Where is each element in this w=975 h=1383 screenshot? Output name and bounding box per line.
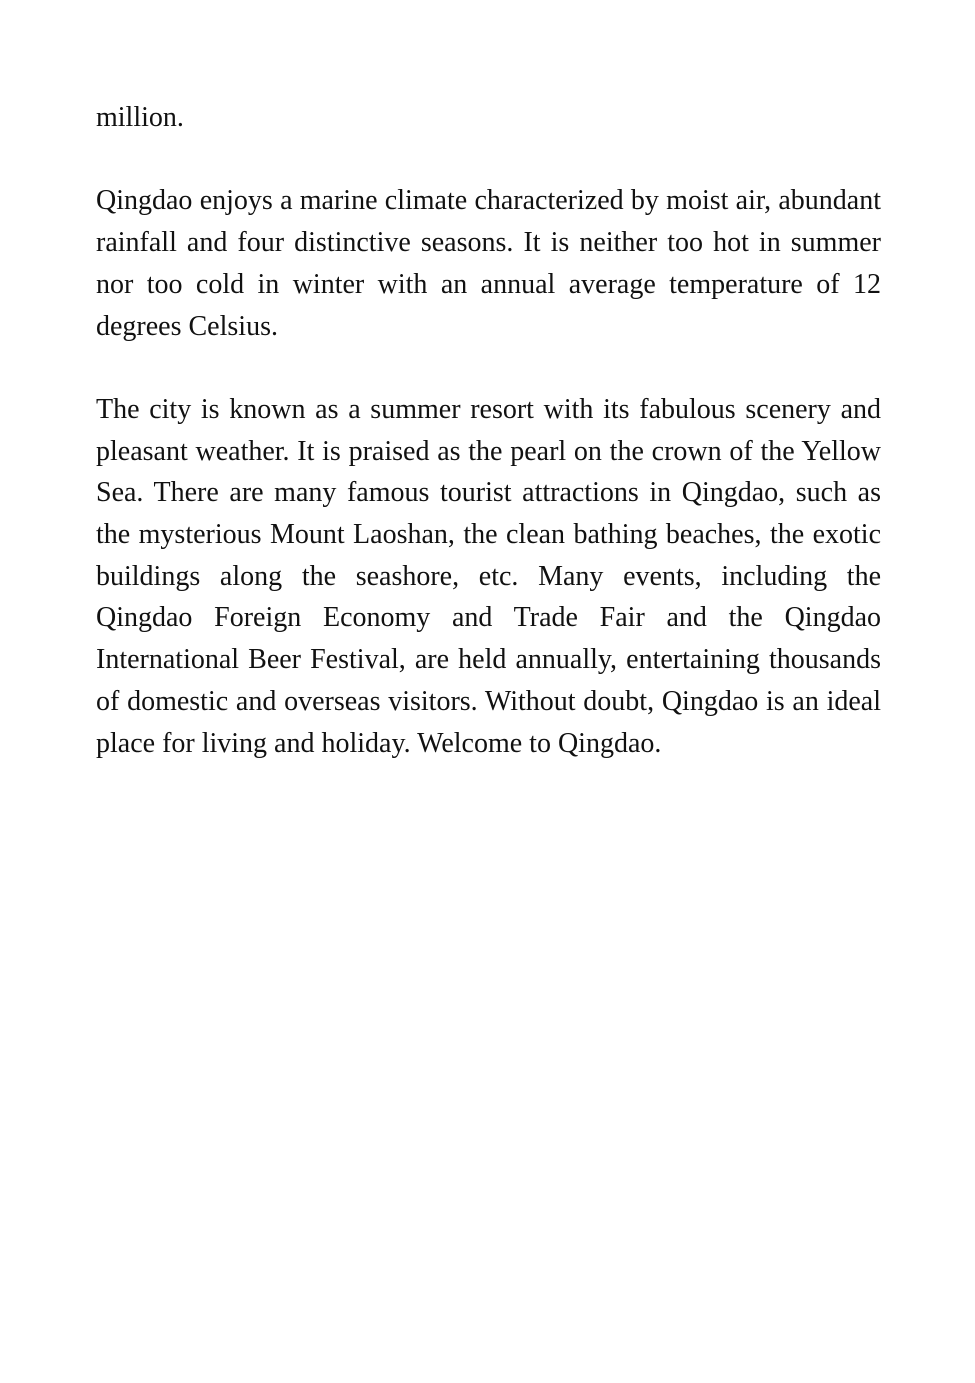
body-text — [96, 97, 881, 806]
paragraph-continuation: million. — [96, 102, 184, 133]
paragraph-tourism: The city is known as a summer resort with its fabulous scenery and pleasant weather. It is praised as the pearl on the crown of the Yellow Sea. There are many famous tourist attractions in Qingdao, such as the mysterious Mount Laoshan, the clean bathing beaches, the exotic buildings along the seashore, etc. Many events, including the Qingdao Foreign Economy and Trade Fair and the Qingdao International Beer Festival, are held annually, entertaining thousands of domestic and overseas visitors. Without doubt, Qingdao is an ideal place for living and holiday. Welcome to Qingdao. — [96, 393, 881, 759]
paragraph-climate: Qingdao enjoys a marine climate characterized by moist air, abundant rainfall and four distinctive seasons. It is neither too hot in summer nor too cold in winter with an annual average temperature of 12 degrees Celsius. — [96, 185, 881, 342]
